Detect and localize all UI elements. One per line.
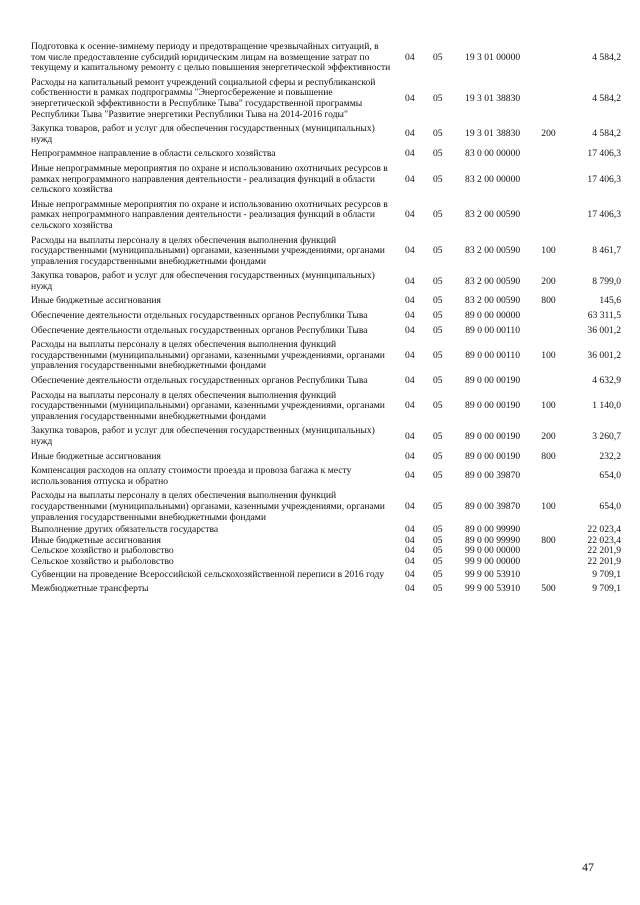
table-row xyxy=(31,269,621,294)
row-amount: 8 799,0 xyxy=(592,275,621,287)
row-subsection: 05 xyxy=(432,583,443,595)
row-target-article: 89 0 00 00000 xyxy=(465,310,521,322)
row-name: Иные бюджетные ассигнования xyxy=(31,534,161,546)
row-subsection: 05 xyxy=(432,275,443,287)
row-expense-type: 100 xyxy=(541,500,556,512)
row-amount: 4 584,2 xyxy=(592,128,621,140)
row-subsection: 05 xyxy=(432,128,443,140)
row-expense-type xyxy=(534,162,563,198)
row-target-article: 83 2 00 00590 xyxy=(465,275,521,287)
row-amount: 22 023,4 xyxy=(587,524,621,536)
table-row xyxy=(31,122,621,147)
row-amount: 4 584,2 xyxy=(592,51,621,63)
row-expense-type: 100 xyxy=(541,400,556,412)
row-name: Сельское хозяйство и рыболовство xyxy=(31,545,174,557)
row-amount: 36 001,2 xyxy=(587,324,621,336)
row-section: 04 xyxy=(405,148,415,160)
row-subsection: 05 xyxy=(432,209,443,221)
table-row xyxy=(31,450,621,465)
table-row xyxy=(31,424,621,449)
row-subsection: 05 xyxy=(432,51,443,63)
row-section: 04 xyxy=(405,209,415,221)
row-amount: 3 260,7 xyxy=(592,430,621,442)
row-target-article: 83 2 00 00590 xyxy=(465,209,521,221)
row-name: Обеспечение деятельности отдельных государственных органов Республики Тыва xyxy=(31,310,368,322)
row-subsection: 05 xyxy=(432,310,443,322)
row-name: Компенсация расходов на оплату стоимости проезда и провоза багажа к месту использования отпуска и обратно xyxy=(31,465,352,487)
row-expense-type xyxy=(534,546,563,557)
row-subsection: 05 xyxy=(432,524,443,536)
row-name: Сельское хозяйство и рыболовство xyxy=(31,555,174,567)
row-section: 04 xyxy=(405,555,415,567)
row-amount: 17 406,3 xyxy=(587,173,621,185)
row-subsection: 05 xyxy=(432,500,443,512)
row-target-article: 83 2 00 00590 xyxy=(465,245,521,257)
row-target-article: 83 0 00 00000 xyxy=(465,148,521,160)
row-amount: 17 406,3 xyxy=(587,209,621,221)
row-expense-type: 800 xyxy=(541,295,556,307)
row-target-article: 99 9 00 53910 xyxy=(465,583,521,595)
row-amount: 9 709,1 xyxy=(592,568,621,580)
row-subsection: 05 xyxy=(432,324,443,336)
row-expense-type xyxy=(534,464,563,489)
table-row xyxy=(31,147,621,162)
row-section: 04 xyxy=(405,173,415,185)
row-expense-type: 100 xyxy=(541,245,556,257)
row-amount: 145,6 xyxy=(599,295,621,307)
table-row xyxy=(31,464,621,489)
row-expense-type xyxy=(534,198,563,234)
table-row xyxy=(31,489,621,525)
row-target-article: 99 0 00 00000 xyxy=(465,545,521,557)
row-section: 04 xyxy=(405,545,415,557)
row-subsection: 05 xyxy=(432,450,443,462)
table-row xyxy=(31,338,621,374)
row-name: Закупка товаров, работ и услуг для обеспечения государственных (муниципальных) нужд xyxy=(31,123,375,145)
row-name: Закупка товаров, работ и услуг для обеспечения государственных (муниципальных) нужд xyxy=(31,270,375,292)
row-amount: 22 201,9 xyxy=(587,555,621,567)
row-name: Расходы на капитальный ремонт учреждений социальной сферы и республиканской собственности в рамках подпрограммы "Энергосбережение и повышение энергетической эффективности в Республике Тыва" государственной программы Республики Тыва "Развитие энергетики Республики Тыва на 2014-2016 годы" xyxy=(31,76,376,120)
row-name: Непрограммное направление в области сельского хозяйства xyxy=(31,148,276,160)
row-section: 04 xyxy=(405,349,415,361)
row-amount: 17 406,3 xyxy=(587,148,621,160)
row-subsection: 05 xyxy=(432,400,443,412)
row-name: Подготовка к осенне-зимнему периоду и предотвращение чрезвычайных ситуаций, в том числе предоставление субсидий юридическим лицам на возмещение затрат по текущему и капитальному ремонту с целью повышения энергетической эффективности xyxy=(31,41,391,74)
row-expense-type xyxy=(534,40,563,76)
row-subsection: 05 xyxy=(432,349,443,361)
row-subsection: 05 xyxy=(432,295,443,307)
row-amount: 22 201,9 xyxy=(587,545,621,557)
row-section: 04 xyxy=(405,245,415,257)
row-subsection: 05 xyxy=(432,534,443,546)
row-target-article: 89 0 00 00190 xyxy=(465,375,521,387)
budget-table xyxy=(31,40,621,597)
row-target-article: 89 0 00 00110 xyxy=(465,349,521,361)
row-amount: 4 584,2 xyxy=(592,92,621,104)
row-subsection: 05 xyxy=(432,430,443,442)
table-row xyxy=(31,389,621,425)
row-target-article: 89 0 00 99990 xyxy=(465,524,521,536)
row-amount: 654,0 xyxy=(599,470,621,482)
row-section: 04 xyxy=(405,430,415,442)
row-expense-type xyxy=(534,374,563,389)
row-amount: 654,0 xyxy=(599,500,621,512)
row-target-article: 89 0 00 00190 xyxy=(465,400,521,412)
row-expense-type xyxy=(534,557,563,568)
row-expense-type: 800 xyxy=(541,450,556,462)
row-target-article: 19 3 01 38830 xyxy=(465,92,521,104)
row-target-article: 89 0 00 39870 xyxy=(465,470,521,482)
row-name: Иные непрограммные мероприятия по охране и использованию охотничьих ресурсов в рамках непрограммного направления деятельности - реализация функций в области сельского хозяйства xyxy=(31,162,388,196)
row-section: 04 xyxy=(405,524,415,536)
row-expense-type: 800 xyxy=(541,534,556,546)
table-row xyxy=(31,294,621,309)
row-section: 04 xyxy=(405,324,415,336)
row-section: 04 xyxy=(405,583,415,595)
row-target-article: 99 9 00 00000 xyxy=(465,555,521,567)
row-section: 04 xyxy=(405,92,415,104)
row-name: Расходы на выплаты персоналу в целях обеспечения выполнения функций государственными (муниципальными) органами, казенными учреждениями, органами управления государственными внебюджетными фондами xyxy=(31,339,385,372)
row-section: 04 xyxy=(405,400,415,412)
row-section: 04 xyxy=(405,450,415,462)
row-expense-type xyxy=(534,76,563,122)
table-row xyxy=(31,40,621,76)
row-amount: 232,2 xyxy=(599,450,621,462)
row-section: 04 xyxy=(405,568,415,580)
row-subsection: 05 xyxy=(432,545,443,557)
row-amount: 8 461,7 xyxy=(592,245,621,257)
row-section: 04 xyxy=(405,128,415,140)
table-row xyxy=(31,374,621,389)
row-section: 04 xyxy=(405,295,415,307)
table-row xyxy=(31,568,621,583)
row-name: Межбюджетные трансферты xyxy=(31,583,149,595)
row-expense-type: 200 xyxy=(541,128,556,140)
row-target-article: 83 2 00 00590 xyxy=(465,295,521,307)
row-name: Обеспечение деятельности отдельных государственных органов Республики Тыва xyxy=(31,375,368,387)
table-row xyxy=(31,582,621,597)
row-name: Закупка товаров, работ и услуг для обеспечения государственных (муниципальных) нужд xyxy=(31,425,375,447)
row-name: Расходы на выплаты персоналу в целях обеспечения выполнения функций государственными (муниципальными) органами, казенными учреждениями, органами управления государственными внебюджетными фондами xyxy=(31,234,385,267)
row-name: Обеспечение деятельности отдельных государственных органов Республики Тыва xyxy=(31,324,368,336)
row-subsection: 05 xyxy=(432,375,443,387)
row-target-article: 89 0 00 00190 xyxy=(465,430,521,442)
row-amount: 22 023,4 xyxy=(587,534,621,546)
row-subsection: 05 xyxy=(432,470,443,482)
row-expense-type: 100 xyxy=(541,349,556,361)
row-section: 04 xyxy=(405,375,415,387)
row-section: 04 xyxy=(405,500,415,512)
row-name: Иные бюджетные ассигнования xyxy=(31,295,161,307)
row-name: Выполнение других обязательств государства xyxy=(31,524,219,536)
row-target-article: 89 0 00 00190 xyxy=(465,450,521,462)
table-row xyxy=(31,198,621,234)
row-subsection: 05 xyxy=(432,555,443,567)
row-section: 04 xyxy=(405,470,415,482)
row-name: Расходы на выплаты персоналу в целях обеспечения выполнения функций государственными (муниципальными) органами, казенными учреждениями, органами управления государственными внебюджетными фондами xyxy=(31,389,385,422)
row-amount: 36 001,2 xyxy=(587,349,621,361)
row-amount: 9 709,1 xyxy=(592,583,621,595)
row-subsection: 05 xyxy=(432,245,443,257)
table-row xyxy=(31,324,621,339)
row-amount: 1 140,0 xyxy=(592,400,621,412)
row-expense-type: 200 xyxy=(541,275,556,287)
row-subsection: 05 xyxy=(432,568,443,580)
row-expense-type xyxy=(534,568,563,583)
row-section: 04 xyxy=(405,51,415,63)
row-target-article: 89 0 00 39870 xyxy=(465,500,521,512)
row-subsection: 05 xyxy=(432,173,443,185)
row-expense-type xyxy=(534,309,563,324)
row-amount: 63 311,5 xyxy=(587,310,621,322)
row-name: Субвенции на проведение Всероссийской сельскохозяйственной переписи в 2016 году xyxy=(31,568,385,580)
row-name: Иные бюджетные ассигнования xyxy=(31,450,161,462)
table-row xyxy=(31,76,621,122)
row-expense-type: 500 xyxy=(541,583,556,595)
page-number: 47 xyxy=(582,860,594,874)
table-row xyxy=(31,557,621,568)
row-name: Иные непрограммные мероприятия по охране и использованию охотничьих ресурсов в рамках непрограммного направления деятельности - реализация функций в области сельского хозяйства xyxy=(31,198,388,231)
row-target-article: 83 2 00 00000 xyxy=(465,173,521,185)
row-expense-type xyxy=(534,147,563,162)
row-section: 04 xyxy=(405,534,415,546)
row-target-article: 19 3 01 38830 xyxy=(465,128,521,140)
row-target-article: 19 3 01 00000 xyxy=(465,51,521,63)
table-row xyxy=(31,162,621,198)
table-row xyxy=(31,309,621,324)
row-amount: 4 632,9 xyxy=(592,375,621,387)
row-name: Расходы на выплаты персоналу в целях обеспечения выполнения функций государственными (муниципальными) органами, казенными учреждениями, органами управления государственными внебюджетными фондами xyxy=(31,490,385,523)
row-target-article: 89 0 00 00110 xyxy=(465,324,521,336)
row-target-article: 89 0 00 99990 xyxy=(465,534,521,546)
row-subsection: 05 xyxy=(432,92,443,104)
row-section: 04 xyxy=(405,275,415,287)
row-expense-type xyxy=(534,324,563,339)
row-target-article: 99 9 00 53910 xyxy=(465,568,521,580)
row-section: 04 xyxy=(405,310,415,322)
table-row xyxy=(31,234,621,270)
row-expense-type: 200 xyxy=(541,430,556,442)
row-subsection: 05 xyxy=(432,148,443,160)
